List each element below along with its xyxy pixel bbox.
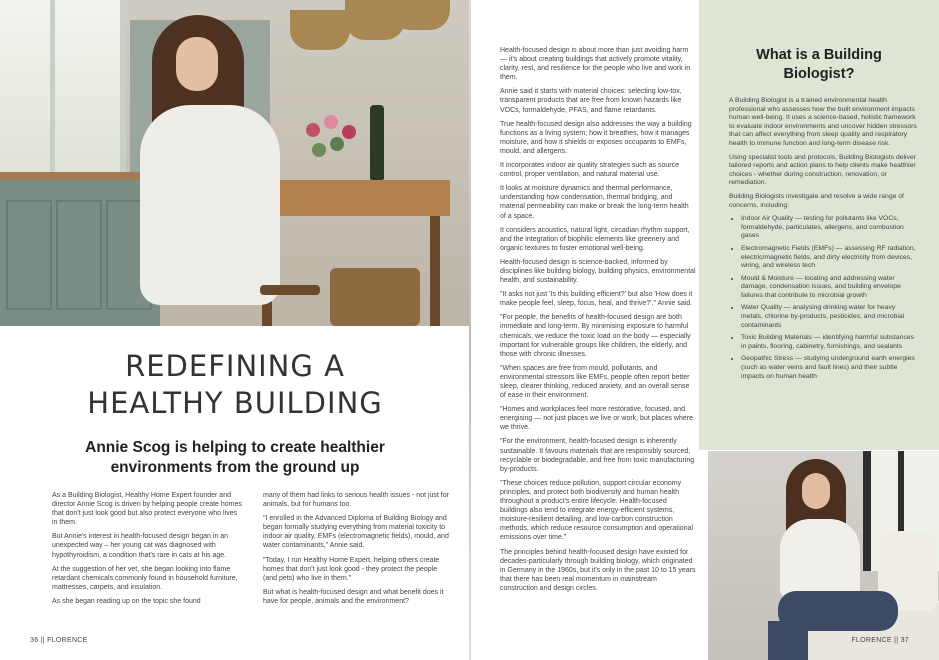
paragraph: The principles behind health-focused design have existed for decades-particularly through building biology, which originated in Germany in the 1960s, but it's only in the past 10 to 15 years that there has been real momentum in mainstream construction and design circles. [500,548,696,592]
portrait-photo-window-seat [708,451,939,660]
body-column-1 [52,491,242,611]
paragraph: "For the environment, health-focused design is inherently sustainable. It favours materials that are responsibly sourced, recyclable or biodegradable, and free from toxic manufacturing by-products. [500,438,695,473]
paragraph: As a Building Biologist, Healthy Home Expert founder and director Annie Scog is driven by helping people create homes that don't just look good but also protect everyone who lives in them. [52,492,242,527]
paragraph: True health-focused design also addresses the way a building functions as a living system; how it breathes, how it manages moisture, and how it shields or exposes occupants to EMFs, mould, and allergens. [500,120,692,155]
list-item: • Geopathic Stress — studying underground earth energies (such as water veins and fault lines) and their subtle impacts on human health [741,355,919,381]
body-column-3 [500,46,696,598]
paragraph: "These choices reduce pollution, support circular economy principles, and protect both biodiversity and human health throughout a product's entire lifecycle. Health-focused buildings also tend to integrate energy-efficient systems, moisture-resilient detailing, and low-carbon construction methods, which reduce resource consumption and operational emissions over time." [500,479,694,542]
page-spine [469,0,471,660]
concerns-list [729,215,919,381]
paragraph: As she began reading up on the topic she found [52,597,201,605]
paragraph: It considers acoustics, natural light, circadian rhythm support, and the integration of biophilic elements like greenery and organic textures to foster emotional well-being. [500,226,690,252]
list-item: • Mould & Moisture — locating and addressing water damage, condensation issues, and building envelope failures that contribute to microbial growth [741,275,919,301]
paragraph: But Annie's interest in health-focused design began in an unexpected way – her young cat was diagnosed with hypothyroidism, a condition that's rare in cats at his age. [52,533,229,559]
paragraph: "For people, the benefits of health-focused design are both immediate and long-term. By minimising exposure to harmful chemicals, we reduce the toxic load on the body — especially important for vulnerable groups like children, the elderly, and those with chronic illnesses. [500,314,691,358]
right-page [470,0,939,660]
list-item: • Toxic Building Materials — identifying harmful substances in paints, flooring, cabinetry, furnishings, and sealants [741,334,919,351]
paragraph: At the suggestion of her vet, she began looking into flame retardant chemicals commonly found in household furniture, mattresses, carpets, and insulation. [52,565,238,591]
headline-line-1: REDEFINING A [125,349,345,383]
paragraph: But what is health-focused design and what benefit does it have for people, animals and the environment? [263,588,444,605]
list-item: • Electromagnetic Fields (EMFs) — assessing RF radiation, electric/magnetic fields, and dirty electricity from devices, wiring, and wireless tech [741,245,919,271]
paragraph: "When spaces are free from mould, pollutants, and environmental stressors like EMFs, people often report better sleep, clearer thinking, reduced anxiety, and an overall sense of ease in their environment. [500,364,690,400]
body-column-2 [263,491,453,611]
hero-photo-kitchen [0,0,470,326]
paragraph: "It asks not just 'Is this building efficient?' but also 'How does it make people feel, sleep, focus, heal, and thrive?'," Annie said. [500,291,693,308]
sidebar-paragraph: Using specialist tools and protocols, Building Biologists deliver tailored reports and action plans to help clients make healthier choices - whether during construction, renovation, or remediation. [729,153,917,187]
paragraph: "Today, I run Healthy Home Expert, helping others create homes that don't just look good - they protect the people (and pets) who live in them." [263,556,440,582]
paragraph: "I enrolled in the Advanced Diploma of Building Biology and began formally studying everything from material toxicity to indoor air quality, EMFs (electromagnetic fields), mould, and water contaminants," Annie said. [263,515,449,550]
page-folio-right: FLORENCE || 37 [851,637,909,644]
article-subhead: Annie Scog is helping to create healthier environments from the ground up [85,439,385,476]
sidebar-paragraph: A Building Biologist is a trained environmental health professional who assesses how the built environment impacts human well-being. It uses a science-based, holistic framework to evaluate indoor environments and uncover hidden stressors that can affect everything from sleep quality and respiratory health to immune function and long-term disease risk. [729,97,917,147]
article-headline [30,348,440,422]
sidebar-body [729,97,919,385]
sidebar-title: What is a Building Biologist? [756,47,882,82]
paragraph: It incorporates indoor air quality strategies such as source control, proper ventilation, and natural material use. [500,162,679,179]
paragraph: Annie said it starts with material choices: selecting low-tox, transparent products that are free from known hazards like VOCs, formaldehyde, PFAS, and flame retardants. [500,88,682,114]
page-folio-left: 36 || FLORENCE [30,637,88,644]
paragraph: Health-focused design is about more than just avoiding harm — it's about creating buildings that actively promote vitality, clarity, rest, and resilience for the people who live and work in them. [500,47,691,82]
paragraph: Health-focused design is science-backed, informed by disciplines like building biology, building physics, environmental health, and sustainability. [500,258,696,285]
sidebar-box [699,0,939,450]
paragraph: many of them had links to serious health issues - not just for animals, but for humans too. [263,492,449,509]
paragraph: It looks at moisture dynamics and thermal performance, understanding how condensation, thermal bridging, and material permeability can make or break the long-term health of a space. [500,185,689,220]
headline-line-2: HEALTHY BUILDING [87,386,383,420]
sidebar-paragraph: Building Biologists investigate and resolve a wide range of concerns, including: [729,192,904,209]
list-item: • Indoor Air Quality — testing for pollutants like VOCs, formaldehyde, particulates, allergens, and combustion gases [741,215,919,241]
paragraph: "Homes and workplaces feel more restorative, focused, and energising — not just places we live or work, but places where we thrive. [500,406,693,432]
list-item: • Water Quality — analysing drinking water for heavy metals, chlorine by-products, pesticides, and microbial contaminants [741,304,919,330]
